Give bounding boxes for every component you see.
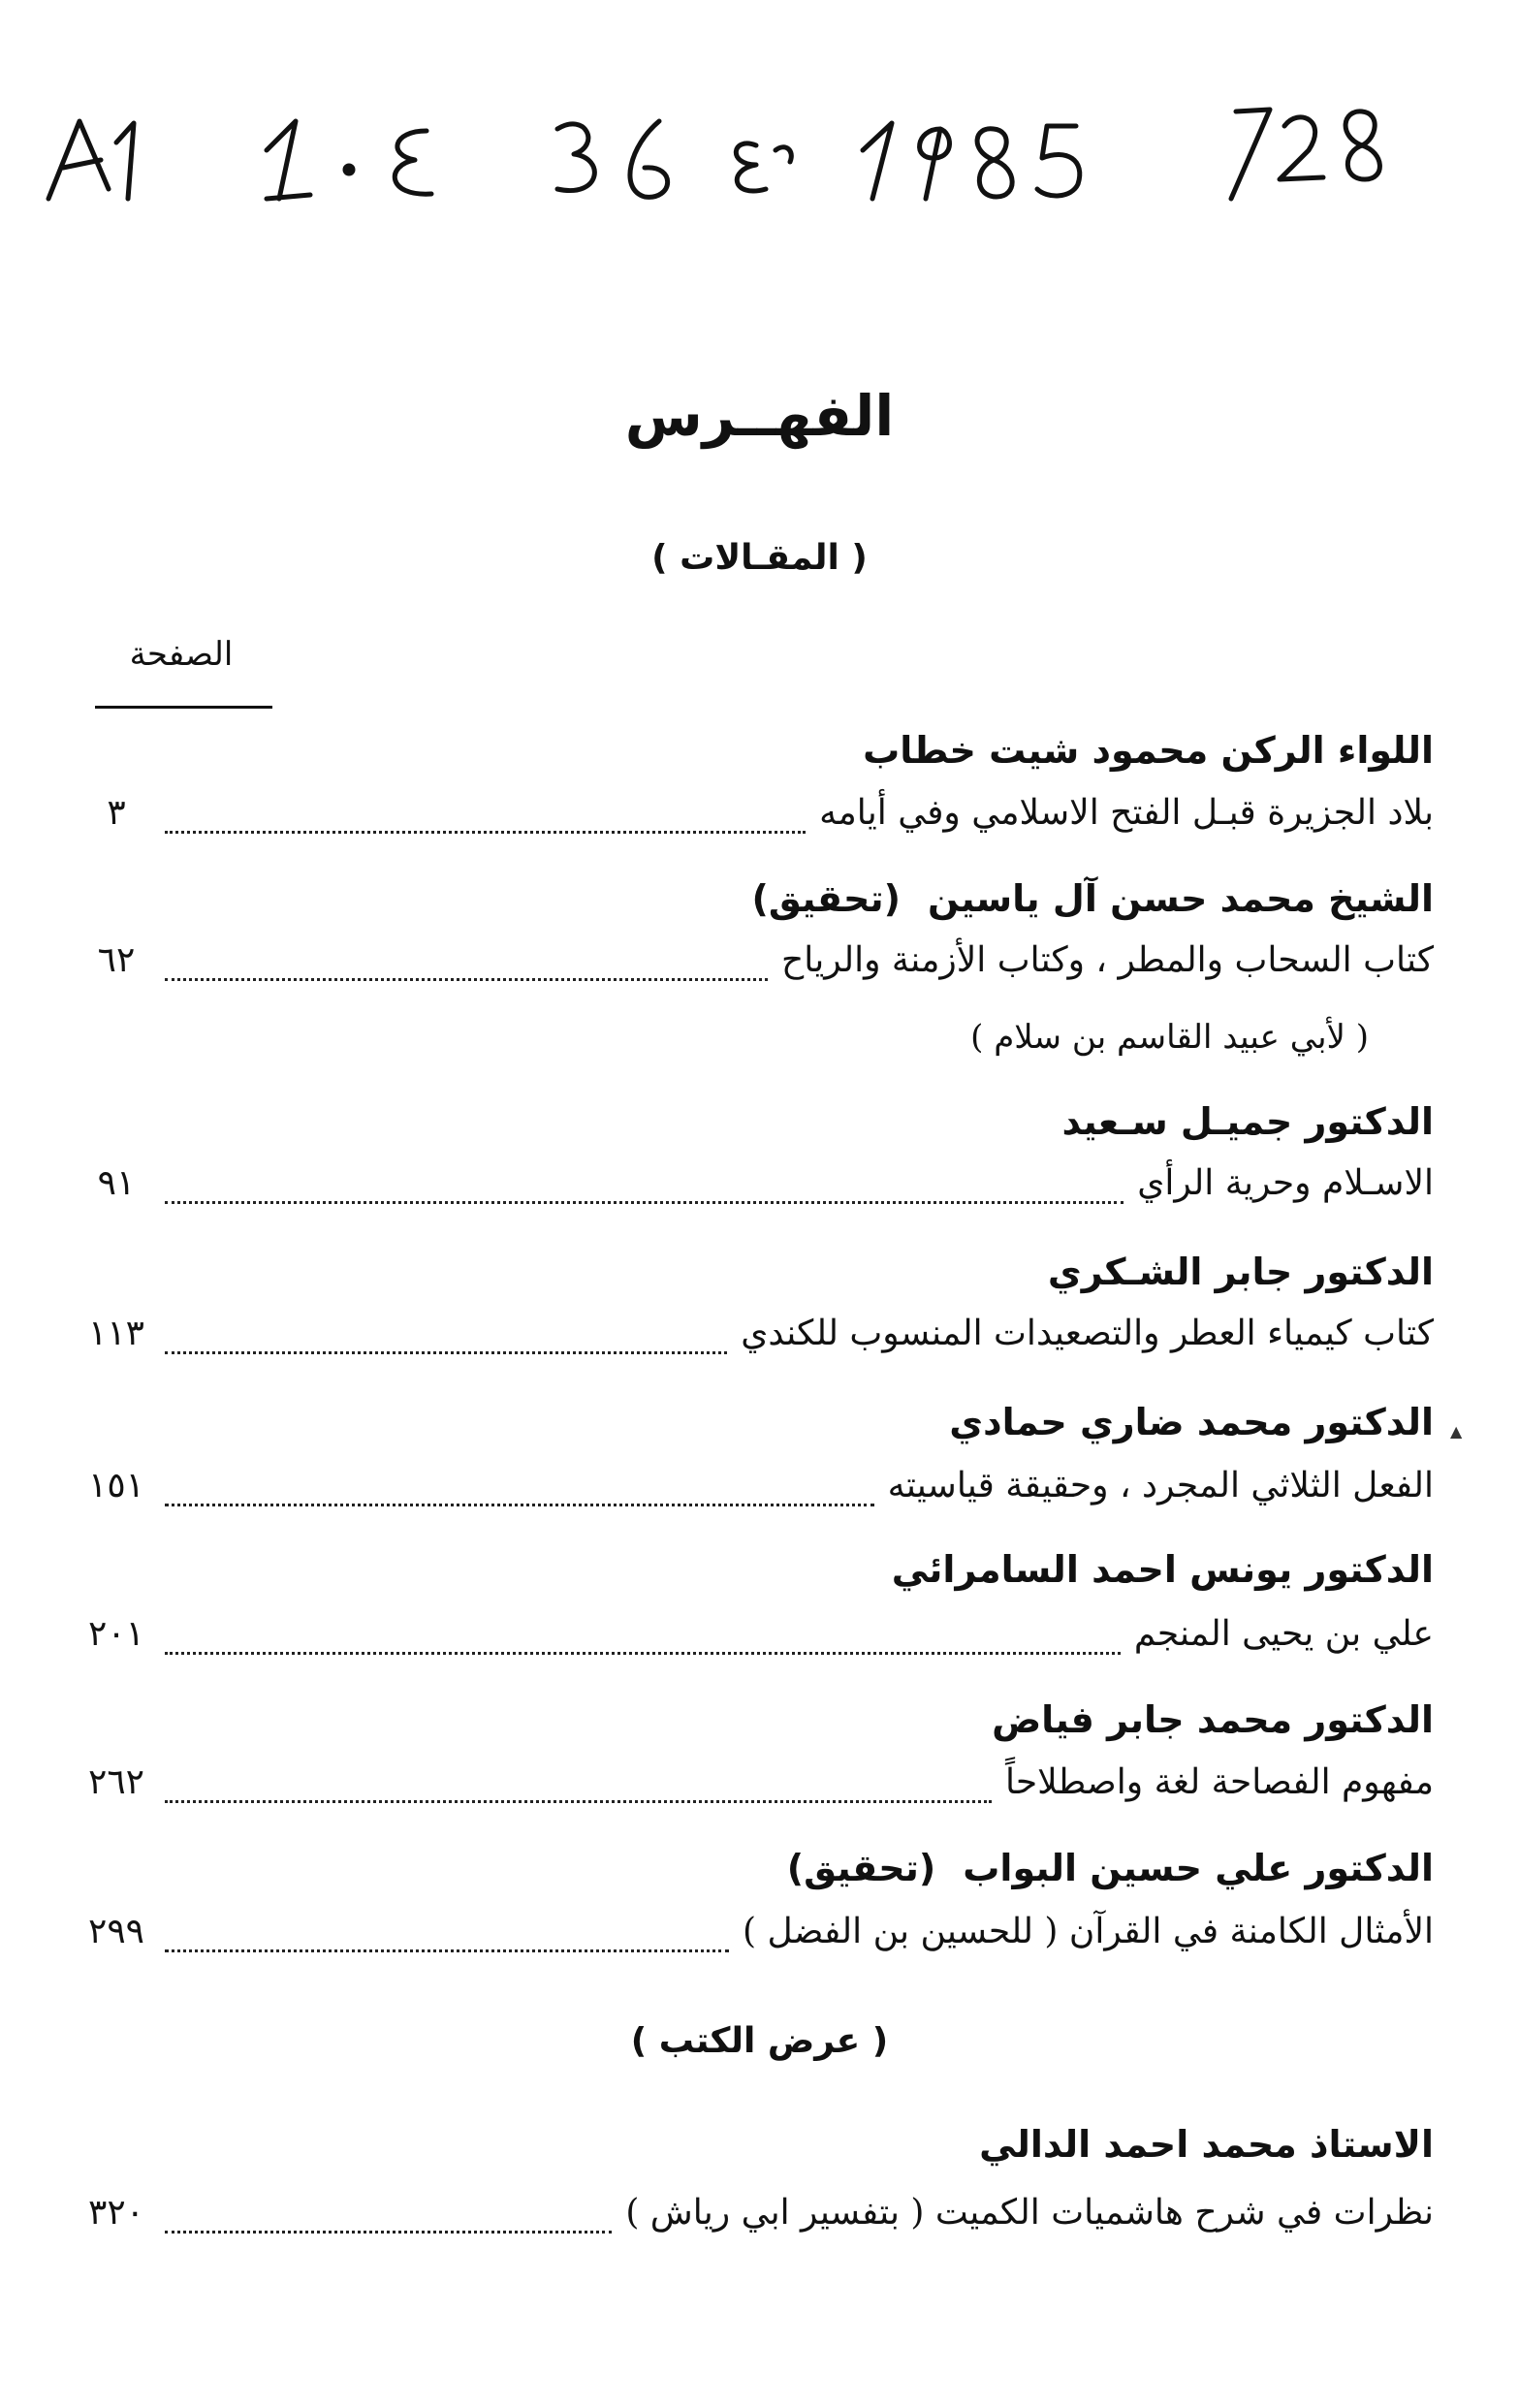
- entry-subtitle: ( لأبي عبيد القاسم بن سلام ): [970, 1018, 1369, 1057]
- entry-author: [752, 877, 1435, 920]
- dot-leader: [165, 831, 806, 834]
- entry-title: بلاد الجزيرة قبـل الفتح الاسلامي وفي أيامه: [819, 793, 1434, 833]
- entry-title: مفهوم الفصاحة لغة واصطلاحاً: [1004, 1762, 1434, 1802]
- entry-page-number: ٣: [107, 793, 126, 833]
- entry-author: [1048, 1251, 1434, 1293]
- entry-author-name: الدكتور محمد جابر فياض: [992, 1698, 1434, 1741]
- handwritten-call-number: [19, 53, 1503, 247]
- entry-author-name: الدكتور محمد ضاري حمادي: [949, 1401, 1434, 1443]
- review-page-number: ٣٢٠: [87, 2193, 144, 2233]
- page-column-label: الصفحة: [129, 635, 234, 674]
- entry-title: الاسـلام وحرية الرأي: [1137, 1163, 1434, 1203]
- dot-leader: [165, 978, 768, 981]
- toc-entry[interactable]: [58, 1314, 1434, 1368]
- review-author: [979, 2123, 1434, 2166]
- entry-page-number: ٢٩٩: [87, 1912, 144, 1951]
- entry-author-name: الدكتور جابر الشـكري: [1047, 1251, 1434, 1293]
- entry-author: [863, 729, 1434, 772]
- entry-page-number: ٩١: [97, 1163, 136, 1203]
- dot-leader: [165, 1504, 874, 1506]
- entry-page-number: ٢٠١: [87, 1614, 144, 1654]
- entry-author-note: (تحقيق): [751, 877, 902, 920]
- articles-heading: ( المقـالات ): [651, 538, 868, 578]
- dot-leader: [165, 1201, 1123, 1204]
- page-column-rule: [95, 706, 272, 709]
- toc-entry[interactable]: [58, 793, 1434, 847]
- dot-leader: [165, 1351, 727, 1354]
- entry-page-number: ١٥١: [87, 1466, 144, 1505]
- toc-entry[interactable]: [58, 1912, 1434, 1966]
- toc-entry[interactable]: [58, 1614, 1434, 1668]
- entry-title: الفعل الثلاثي المجرد ، وحقيقة قياسيته: [887, 1466, 1434, 1505]
- entry-author-name: الدكتور يونس احمد السامرائي: [891, 1548, 1434, 1591]
- entry-title: الأمثال الكامنة في القرآن ( للحسين بن الفضل ): [742, 1912, 1434, 1951]
- entry-author-name: الدكتور علي حسين البواب: [963, 1847, 1434, 1889]
- page-title: الفهــرس: [624, 383, 895, 449]
- entry-author: [892, 1548, 1434, 1591]
- entry-title: علي بن يحيى المنجم: [1133, 1614, 1434, 1654]
- review-entry[interactable]: [58, 2193, 1434, 2247]
- entry-title: كتاب السحاب والمطر ، وكتاب الأزمنة والرياح: [781, 940, 1434, 980]
- entry-author: [787, 1847, 1434, 1889]
- handwritten-call-number-drawing: [19, 53, 1503, 247]
- entry-author-note: (تحقيق): [786, 1847, 936, 1889]
- entry-page-number: ١١٣: [87, 1314, 144, 1353]
- entry-author-name: الشيخ محمد حسن آل ياسين: [928, 877, 1434, 920]
- review-author-name: الاستاذ محمد احمد الدالي: [979, 2123, 1434, 2166]
- entry-page-number: ٦٢: [97, 940, 136, 980]
- margin-mark: ▲: [1450, 1422, 1463, 1441]
- toc-entry[interactable]: [58, 1762, 1434, 1817]
- book-reviews-heading: ( عرض الكتب ): [630, 2021, 889, 2061]
- entry-author: [992, 1698, 1434, 1741]
- dot-leader: [165, 1652, 1121, 1655]
- entry-author: [949, 1401, 1434, 1443]
- entry-title: كتاب كيمياء العطر والتصعيدات المنسوب للكندي: [741, 1314, 1434, 1353]
- toc-entry[interactable]: [58, 1466, 1434, 1520]
- review-title: نظرات في شرح هاشميات الكميت ( بتفسير ابي رياش ): [625, 2193, 1434, 2233]
- toc-entry[interactable]: [58, 940, 1434, 995]
- dot-leader: [165, 1800, 992, 1803]
- entry-page-number: ٢٦٢: [87, 1762, 144, 1802]
- entry-author: [1061, 1100, 1434, 1143]
- dot-leader: [165, 1949, 729, 1952]
- dot-leader: [165, 2231, 612, 2234]
- entry-author-name: الدكتور جميـل سـعيد: [1061, 1100, 1434, 1143]
- entry-author-name: اللواء الركن محمود شيت خطاب: [863, 729, 1434, 772]
- toc-entry[interactable]: [58, 1163, 1434, 1218]
